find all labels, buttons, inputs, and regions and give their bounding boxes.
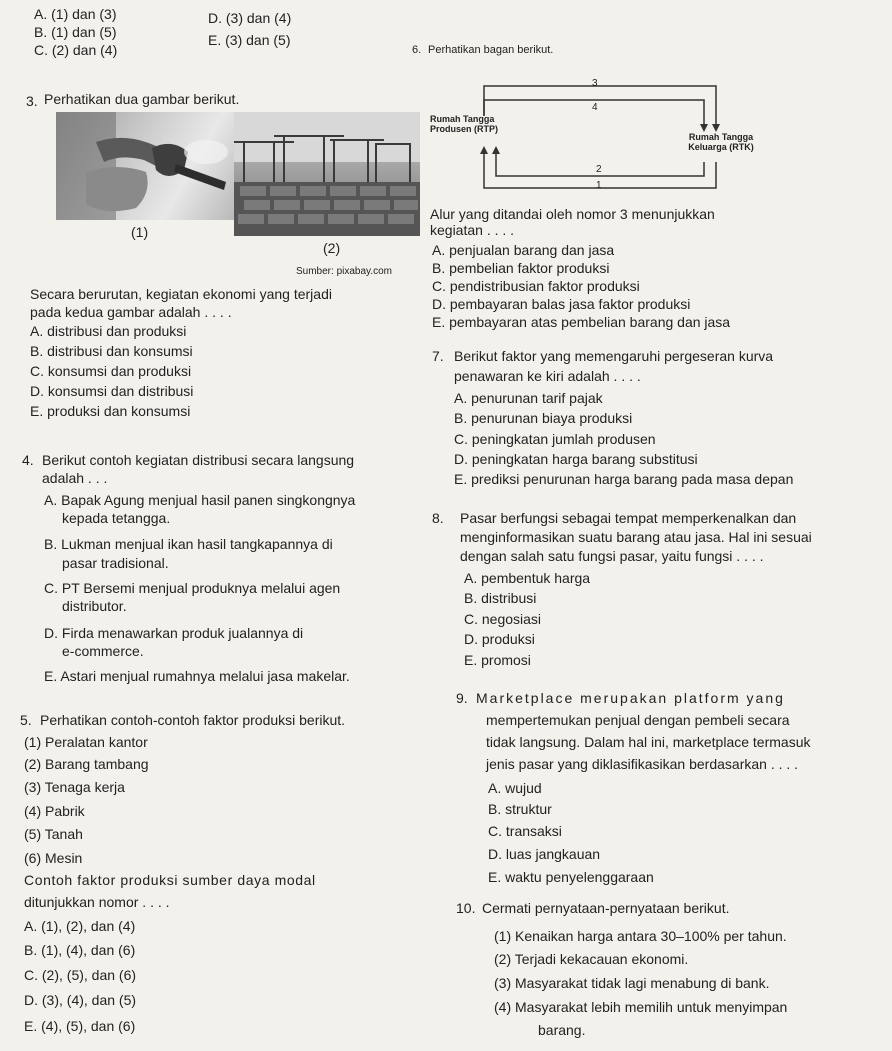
box-rtk-line1: Rumah Tangga <box>688 132 754 142</box>
q9-stem-line3: tidak langsung. Dalam hal ini, marketplace termasuk <box>486 734 811 750</box>
q5-item-5: (5) Tanah <box>24 826 83 842</box>
q9-option-b: B. struktur <box>488 801 552 817</box>
q5-item-2: (2) Barang tambang <box>24 756 149 772</box>
q4-option-e: E. Astari menjual rumahnya melalui jasa makelar. <box>44 668 350 684</box>
port-illustration <box>234 112 420 236</box>
q4-stem-line2: adalah . . . <box>42 470 108 486</box>
photo-container-port <box>234 112 420 236</box>
box-rtp-line2: Produsen (RTP) <box>430 124 499 134</box>
q6-stem-line1: Alur yang ditandai oleh nomor 3 menunjukkan <box>430 206 715 222</box>
q9-stem-line2: mempertemukan penjual dengan pembeli secara <box>486 712 790 728</box>
flow-label-2: 2 <box>596 164 602 175</box>
q4-number: 4. <box>22 452 34 468</box>
q5-item-1: (1) Peralatan kantor <box>24 734 148 750</box>
q8-number: 8. <box>432 510 444 526</box>
q3-number: 3. <box>26 93 38 109</box>
q8-option-c: C. negosiasi <box>464 611 542 627</box>
flow-label-3: 3 <box>592 78 598 89</box>
q5-stem-line2: ditunjukkan nomor . . . . <box>24 894 170 910</box>
q7-option-a: A. penurunan tarif pajak <box>454 390 603 406</box>
arrow-head-4 <box>700 124 708 132</box>
q9-option-c: C. transaksi <box>488 823 562 839</box>
q5-option-e: E. (4), (5), dan (6) <box>24 1018 136 1034</box>
q4-option-a-line1: A. Bapak Agung menjual hasil panen singkongnya <box>44 492 356 508</box>
q4-option-c-line2: distributor. <box>62 598 127 614</box>
q6-option-d: D. pembayaran balas jasa faktor produksi <box>432 296 691 312</box>
q5-option-b: B. (1), (4), dan (6) <box>24 942 136 958</box>
q7-option-e: E. prediksi penurunan harga barang pada masa depan <box>454 471 794 487</box>
q7-option-d: D. peningkatan harga barang substitusi <box>454 451 698 467</box>
q3-text: Perhatikan dua gambar berikut. <box>44 91 240 107</box>
q3-stem-line1: Secara berurutan, kegiatan ekonomi yang terjadi <box>30 286 332 302</box>
q5-option-a: A. (1), (2), dan (4) <box>24 918 136 934</box>
q5-option-d: D. (3), (4), dan (5) <box>24 992 137 1008</box>
q4-option-a-line2: kepada tetangga. <box>62 510 171 526</box>
q8-stem-line3: dengan salah satu fungsi pasar, yaitu fungsi . . . . <box>460 548 764 564</box>
refueling-illustration <box>56 112 234 220</box>
q10-text: Cermati pernyataan-pernyataan berikut. <box>482 900 730 916</box>
q6-option-b: B. pembelian faktor produksi <box>432 260 610 276</box>
q4-option-b-line2: pasar tradisional. <box>62 555 169 571</box>
prev-option-b: B. (1) dan (5) <box>34 24 117 40</box>
q3-img1-label: (1) <box>131 224 149 240</box>
q5-item-6: (6) Mesin <box>24 850 83 866</box>
box-rtk <box>666 132 776 160</box>
q7-option-b: B. penurunan biaya produksi <box>454 410 633 426</box>
box-rtp <box>430 114 528 144</box>
q7-option-c: C. peningkatan jumlah produsen <box>454 431 656 447</box>
q6-option-a: A. penjualan barang dan jasa <box>432 242 615 258</box>
q9-option-a: A. wujud <box>488 780 542 796</box>
q7-stem-line2: penawaran ke kiri adalah . . . . <box>454 368 641 384</box>
flow-label-4: 4 <box>592 102 598 113</box>
q5-option-c: C. (2), (5), dan (6) <box>24 967 137 983</box>
prev-option-d: D. (3) dan (4) <box>208 10 292 26</box>
q10-item-4-cont: barang. <box>538 1022 586 1038</box>
q10-item-4: (4) Masyarakat lebih memilih untuk menyimpan <box>494 999 788 1015</box>
q5-stem-line1: Contoh faktor produksi sumber daya modal <box>24 872 316 888</box>
q4-option-d-line1: D. Firda menawarkan produk jualannya di <box>44 625 304 641</box>
q6-option-e: E. pembayaran atas pembelian barang dan jasa <box>432 314 731 330</box>
q8-stem-line2: menginformasikan suatu barang atau jasa. Hal ini sesuai <box>460 529 812 545</box>
q4-option-b-line1: B. Lukman menjual ikan hasil tangkapannya di <box>44 536 333 552</box>
q3-option-d: D. konsumsi dan distribusi <box>30 383 194 399</box>
q8-option-e: E. promosi <box>464 652 531 668</box>
q4-option-d-line2: e-commerce. <box>62 643 144 659</box>
q6-option-c: C. pendistribusian faktor produksi <box>432 278 640 294</box>
q10-item-1: (1) Kenaikan harga antara 30–100% per tahun. <box>494 928 787 944</box>
q10-number: 10. <box>456 900 476 916</box>
q3-option-c: C. konsumsi dan produksi <box>30 363 192 379</box>
q4-option-c-line1: C. PT Bersemi menjual produknya melalui agen <box>44 580 341 596</box>
q9-option-e: E. waktu penyelenggaraan <box>488 869 654 885</box>
prev-option-c: C. (2) dan (4) <box>34 42 118 58</box>
photo-refueling <box>56 112 234 220</box>
q3-option-a: A. distribusi dan produksi <box>30 323 187 339</box>
q6-stem-line2: kegiatan . . . . <box>430 222 515 238</box>
q7-stem-line1: Berikut faktor yang memengaruhi pergeseran kurva <box>454 348 774 364</box>
q8-stem-line1: Pasar berfungsi sebagai tempat memperkenalkan dan <box>460 510 797 526</box>
q3-option-b: B. distribusi dan konsumsi <box>30 343 193 359</box>
flow-label-1: 1 <box>596 180 602 191</box>
q9-stem-line4: jenis pasar yang diklasifikasikan berdasarkan . . . . <box>486 756 799 772</box>
q10-item-3: (3) Masyarakat tidak lagi menabung di bank. <box>494 975 770 991</box>
q8-option-d: D. produksi <box>464 631 535 647</box>
q10-item-2: (2) Terjadi kekacauan ekonomi. <box>494 951 689 967</box>
q5-item-3: (3) Tenaga kerja <box>24 779 125 795</box>
arrow-head-1 <box>480 146 488 154</box>
q7-number: 7. <box>432 348 444 364</box>
q3-img2-label: (2) <box>323 240 341 256</box>
prev-option-a: A. (1) dan (3) <box>34 6 117 22</box>
q9-number: 9. <box>456 690 468 706</box>
arrow-head-2 <box>492 146 500 154</box>
q3-source: Sumber: pixabay.com <box>296 266 392 277</box>
q6-number: 6. <box>412 44 422 56</box>
q3-option-e: E. produksi dan konsumsi <box>30 403 191 419</box>
q6-text: Perhatikan bagan berikut. <box>428 44 554 56</box>
q9-option-d: D. luas jangkauan <box>488 846 601 862</box>
arrow-head-3 <box>712 124 720 132</box>
q9-stem-line1: Marketplace merupakan platform yang <box>476 690 785 706</box>
box-rtp-line1: Rumah Tangga <box>430 114 495 124</box>
q3-stem-line2: pada kedua gambar adalah . . . . <box>30 304 232 320</box>
q5-item-4: (4) Pabrik <box>24 803 85 819</box>
q5-number: 5. <box>20 712 32 728</box>
q8-option-b: B. distribusi <box>464 590 537 606</box>
q5-text: Perhatikan contoh-contoh faktor produksi berikut. <box>40 712 346 728</box>
prev-option-e: E. (3) dan (5) <box>208 32 291 48</box>
box-rtk-line2: Keluarga (RTK) <box>688 142 754 152</box>
q8-option-a: A. pembentuk harga <box>464 570 591 586</box>
q4-stem-line1: Berikut contoh kegiatan distribusi secara langsung <box>42 452 355 468</box>
